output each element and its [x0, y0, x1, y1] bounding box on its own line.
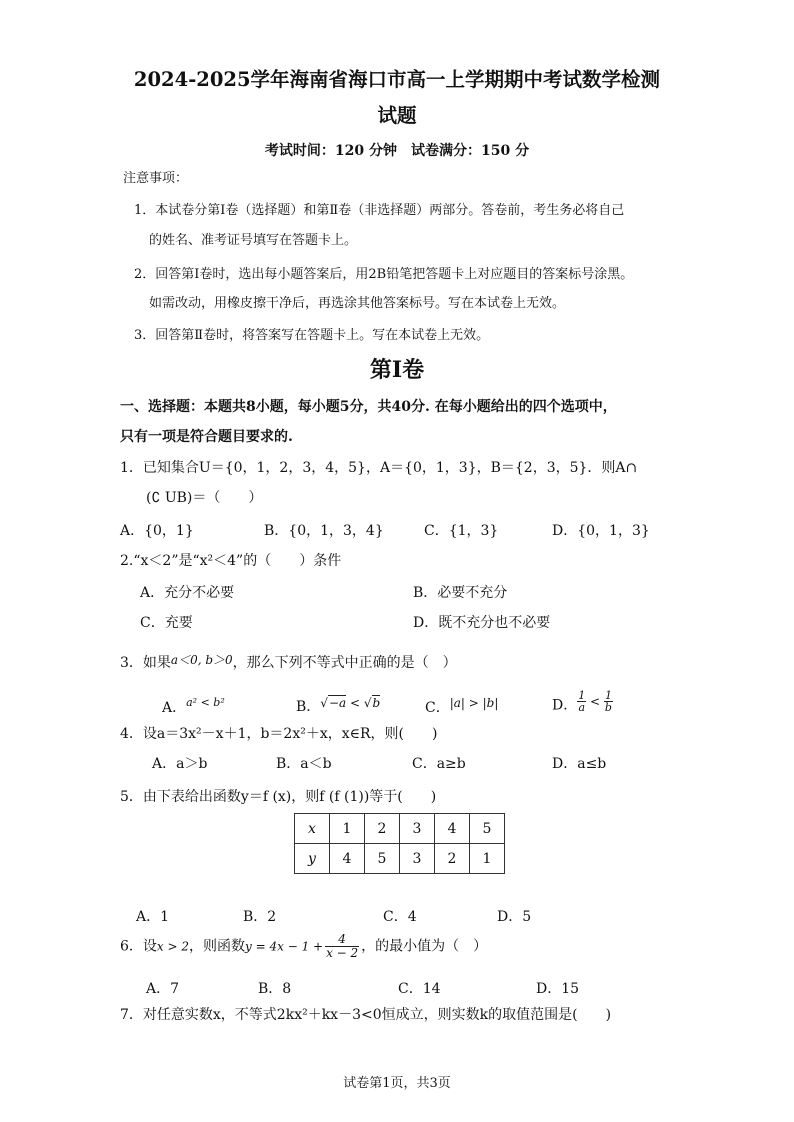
table-cell: 2	[435, 844, 470, 874]
q1-option-b: B．{0，1，3，4}	[264, 523, 384, 539]
q6-fraction-numerator: 4	[325, 933, 359, 947]
q6-stem-mid: ，则函数	[189, 938, 246, 955]
q5-stem: 5．由下表给出函数y＝f (x)，则f (f (1))等于( )	[120, 789, 437, 805]
table-cell: 5	[470, 814, 505, 844]
q6-option-d: D．15	[536, 981, 580, 997]
q6-option-c: C．14	[398, 981, 441, 997]
part1-instructions-line1: 一、选择题：本题共8小题，每小题5分，共40分. 在每小题给出的四个选项中，	[120, 399, 617, 415]
table-cell: 2	[365, 814, 400, 844]
q3-stem	[120, 651, 457, 672]
q2-stem: 2.“x＜2”是“x²＜4”的（ ）条件	[120, 553, 342, 569]
q4-stem: 4．设a＝3x²－x＋1，b＝2x²＋x，x∈R，则( )	[120, 726, 438, 742]
q5-option-c: C．4	[383, 909, 417, 925]
exam-title-line2: 试题	[377, 104, 417, 127]
q6-function-fraction	[325, 933, 359, 960]
q1-stem-line2: (∁ UB)＝（ ）	[146, 490, 263, 506]
q6-option-b: B．8	[258, 981, 292, 997]
q3-option-d: D． $\frac{1}{a}$ < $\frac{1}{b}$	[552, 689, 612, 714]
q6-stem	[120, 933, 487, 960]
section-title: 第Ⅰ卷	[369, 357, 425, 383]
exam-title-line1: 2024-2025学年海南省海口市高一上学期期中考试数学检测	[133, 68, 661, 91]
table-cell: 3	[400, 814, 435, 844]
q3-option-c	[425, 696, 498, 717]
q5-option-d: D．5	[497, 909, 532, 925]
q4-option-d: D．a≤b	[552, 756, 607, 772]
q1-stem-line1: 1．已知集合U＝{0，1，2，3，4，5}，A＝{0，1，3}，B＝{2，3，5}．则A∩	[120, 460, 638, 476]
q6-option-a: A．7	[146, 981, 180, 997]
q1-option-a: A．{0，1}	[120, 523, 194, 539]
q4-option-a: A．a＞b	[152, 756, 208, 772]
page-footer: 试卷第1页，共3页	[343, 1076, 451, 1091]
q7-stem: 7．对任意实数x，不等式2kx²＋kx－3<0恒成立，则实数k的取值范围是( )	[120, 1007, 612, 1023]
note-line-5: 3．回答第Ⅱ卷时，将答案写在答题卡上。写在本试卷上无效。	[134, 328, 490, 343]
q2-option-b: B．必要不充分	[413, 585, 508, 601]
q3-option-d-frac-b: $\frac{1}{b}$	[604, 689, 612, 714]
q5-option-a: A．1	[136, 909, 170, 925]
q3-option-c-expr: |a| > |b|	[449, 696, 499, 710]
note-line-4: 如需改动，用橡皮擦干净后，再选涂其他答案标号。写在本试卷上无效。	[149, 296, 566, 311]
table-row-x	[295, 814, 505, 844]
q5-option-b: B．2	[243, 909, 277, 925]
q3-option-a	[162, 696, 225, 717]
q3-option-a-label: A．	[162, 700, 187, 716]
q3-option-a-expr: a² < b²	[186, 696, 225, 709]
q3-option-b-label: B．	[296, 699, 321, 715]
note-line-3: 2．回答第Ⅰ卷时，选出每小题答案后，用2B铅笔把答题卡上对应题目的答案标号涂黑。	[134, 267, 634, 282]
table-row-y	[295, 844, 505, 874]
q2-option-c: C．充要	[140, 615, 193, 631]
function-table	[294, 813, 505, 874]
exam-info: 考试时间：120 分钟 试卷满分：150 分	[264, 143, 530, 159]
q3-stem-suffix: ，那么下列不等式中正确的是（ ）	[232, 655, 457, 671]
table-cell: 1	[470, 844, 505, 874]
q1-option-d: D．{0，1，3}	[552, 523, 650, 539]
notes-heading: 注意事项：	[123, 171, 189, 186]
table-cell: 4	[435, 814, 470, 844]
table-cell: 5	[365, 844, 400, 874]
note-line-2: 的姓名、准考证号填写在答题卡上。	[149, 233, 358, 248]
q3-option-d-frac-a: $\frac{1}{a}$	[578, 689, 586, 714]
q4-option-c: C．a≥b	[412, 756, 466, 772]
q3-option-b-expr: √−a < √b	[320, 696, 381, 710]
q6-condition: x > 2	[156, 939, 190, 954]
q2-option-d: D．既不充分也不必要	[413, 615, 551, 631]
q3-option-d-label: D．	[552, 697, 578, 714]
q3-condition: a＜0, b＞0	[170, 653, 233, 667]
table-cell: 1	[330, 814, 365, 844]
q6-function-left: y = 4x − 1 +	[245, 939, 324, 954]
q3-option-b	[296, 696, 380, 716]
q3-option-c-label: C．	[425, 700, 450, 716]
table-cell: 3	[400, 844, 435, 874]
q6-stem-prefix: 6．设	[120, 938, 157, 955]
table-cell: x	[295, 814, 330, 844]
q6-fraction-denominator: x − 2	[326, 946, 359, 960]
q6-stem-suffix: ，的最小值为（ ）	[361, 938, 488, 955]
table-cell: 4	[330, 844, 365, 874]
q4-option-b: B．a＜b	[276, 756, 332, 772]
q3-stem-prefix: 3．如果	[120, 655, 171, 671]
table-cell: y	[295, 844, 330, 874]
q2-option-a: A．充分不必要	[140, 585, 235, 601]
part1-instructions-line2: 只有一项是符合题目要求的.	[120, 429, 293, 445]
note-line-1: 1．本试卷分第Ⅰ卷（选择题）和第Ⅱ卷（非选择题）两部分。答卷前，考生务必将自己	[134, 203, 625, 218]
q1-option-c: C．{1，3}	[424, 523, 499, 539]
